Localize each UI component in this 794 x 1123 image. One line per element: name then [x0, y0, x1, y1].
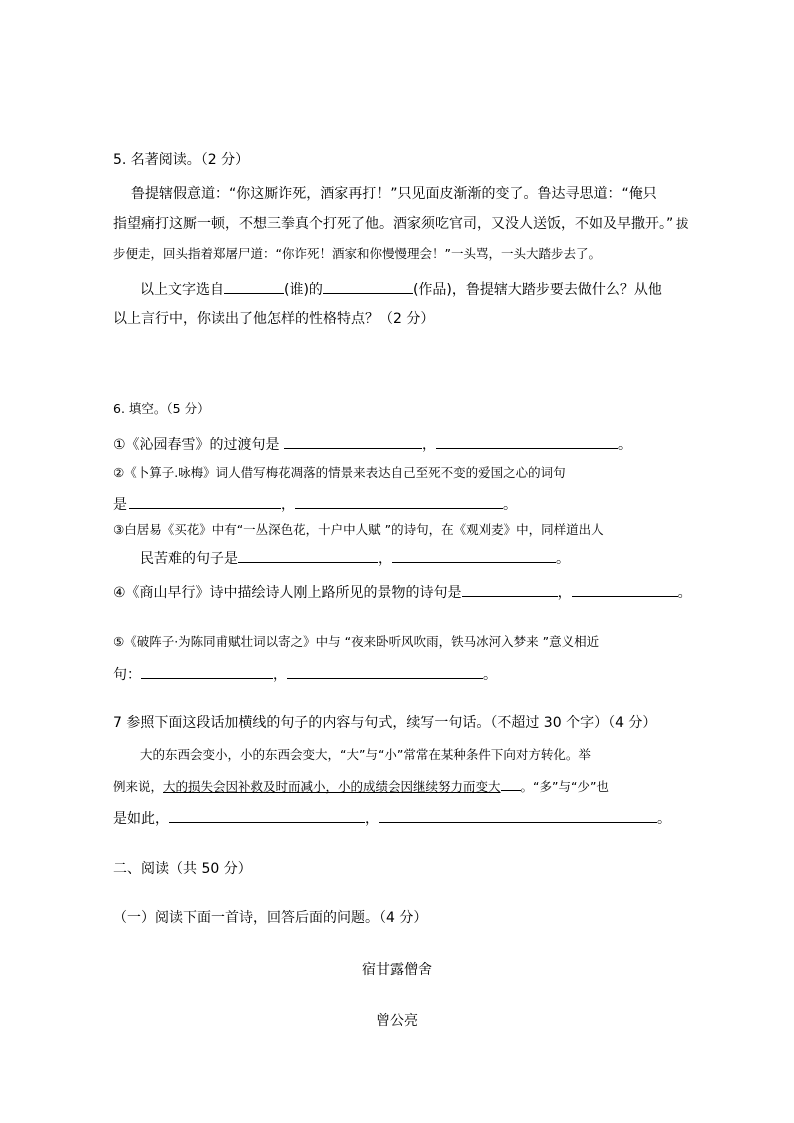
- q6-item-5-blank-1[interactable]: [141, 664, 273, 679]
- q6-item-1: [113, 434, 632, 455]
- comma: ，: [422, 437, 437, 453]
- q7-answer-line: [113, 808, 671, 829]
- period: 。: [503, 497, 517, 513]
- q6-item-4-blank-2[interactable]: [572, 582, 678, 597]
- period: 。: [657, 811, 671, 827]
- q7-passage-line-2: [113, 777, 609, 797]
- q7-answer-lead: 是如此，: [113, 811, 169, 827]
- q6-item-5: ⑤《破阵子·为陈同甫赋壮词以寄之》中与 “夜来卧听风吹雨，铁马冰河入梦来 ”意义相近: [113, 634, 600, 649]
- q5-question-line-1: [140, 279, 662, 300]
- period: 。: [556, 551, 570, 567]
- q5-question-c: (作品)，鲁提辖大踏步要去做什么？从他: [412, 282, 662, 298]
- q7-underline-tail: [501, 778, 521, 791]
- q6-item-4-blank-1[interactable]: [462, 582, 558, 597]
- q6-item-1-blank-1[interactable]: [284, 434, 422, 449]
- q6-item-4: [113, 582, 692, 603]
- poem-author: 曾公亮: [376, 1013, 418, 1029]
- q7-blank-1[interactable]: [169, 808, 365, 823]
- q7-underlined-sentence: 大的损失会因补救及时而减小，小的成绩会因继续努力而变大: [163, 779, 501, 794]
- q6-item-2-lead: 是: [113, 497, 127, 513]
- comma: ，: [365, 811, 379, 827]
- period: 。: [483, 667, 497, 683]
- q6-item-3-lead: 民苦难的句子是: [140, 551, 238, 567]
- q6-item-5-blank-2[interactable]: [287, 664, 483, 679]
- q6-item-2-blank-2[interactable]: [295, 494, 503, 509]
- q6-item-4-text: ④《商山早行》诗中描绘诗人刚上路所见的景物的诗句是: [113, 585, 462, 601]
- q6-item-2-blank-1[interactable]: [129, 494, 281, 509]
- comma: ，: [378, 551, 392, 567]
- section-2-subheading: （一）阅读下面一首诗，回答后面的问题。（4 分）: [113, 910, 428, 926]
- q5-question-line-2: 以上言行中，你读出了他怎样的性格特点？（2 分）: [113, 311, 435, 327]
- q7-lead: 例来说，: [113, 779, 164, 794]
- comma: ，: [273, 667, 287, 683]
- q6-item-2-answer: [113, 494, 517, 515]
- q5-heading: 5. 名著阅读。（2 分）: [113, 152, 250, 168]
- comma: ，: [281, 497, 295, 513]
- q5-passage-line-2: [113, 214, 673, 234]
- q6-item-3: ③白居易《买花》中有“一丛深色花，十户中人赋 ”的诗句，在《观刈麦》中，同样道出人: [113, 522, 604, 537]
- q5-passage-line-2-text: 指望痛打这厮一顿，不想三拳真个打死了他。酒家须吃官司，又没人送饭，不如及早撒开。”: [113, 216, 674, 232]
- q5-passage-line-3: 步便走，回头指着郑屠尸道：“你诈死！酒家和你慢慢理会！”一头骂，一头大踏步去了。: [113, 246, 601, 261]
- poem-title: 宿甘露僧舍: [362, 962, 432, 978]
- q6-item-3-blank-1[interactable]: [238, 548, 378, 563]
- q5-passage-line-2-tail: 拔: [676, 216, 689, 231]
- q5-question-a: 以上文字选自: [140, 282, 224, 298]
- q6-item-3-blank-2[interactable]: [392, 548, 556, 563]
- q6-item-1-blank-2[interactable]: [436, 434, 618, 449]
- q5-passage-line-1: 鲁提辖假意道：“你这厮诈死，酒家再打！”只见面皮渐渐的变了。鲁达寻思道：“俺只: [131, 186, 657, 202]
- q7-passage-line-1: 大的东西会变小，小的东西会变大，“大”与“小”常常在某种条件下向对方转化。举: [140, 747, 591, 762]
- section-2-heading: 二、阅读（共 50 分）: [113, 861, 252, 877]
- q7-heading: 7 参照下面这段话加横线的句子的内容与句式，续写一句话。（不超过 30 个字）（4 分）: [113, 715, 657, 731]
- q6-item-1-text: ①《沁园春雪》的过渡句是: [113, 437, 280, 453]
- q7-blank-2[interactable]: [379, 808, 657, 823]
- q6-item-3-answer: [140, 548, 570, 569]
- q6-item-2: ②《卜算子.咏梅》词人借写梅花凋落的情景来表达自己至死不变的爱国之心的词句: [113, 465, 566, 480]
- period: 。: [618, 437, 633, 453]
- q5-blank-who[interactable]: [224, 279, 284, 294]
- q5-blank-work[interactable]: [323, 279, 413, 294]
- q5-question-b: (谁)的: [284, 282, 323, 298]
- q6-item-5-answer: [113, 664, 497, 685]
- comma: ，: [557, 585, 572, 601]
- q6-item-5-lead: 句：: [113, 667, 141, 683]
- q7-tail: 。“多”与“少”也: [520, 779, 609, 794]
- q6-heading: 6. 填空。（5 分）: [113, 401, 210, 416]
- period: 。: [677, 585, 692, 601]
